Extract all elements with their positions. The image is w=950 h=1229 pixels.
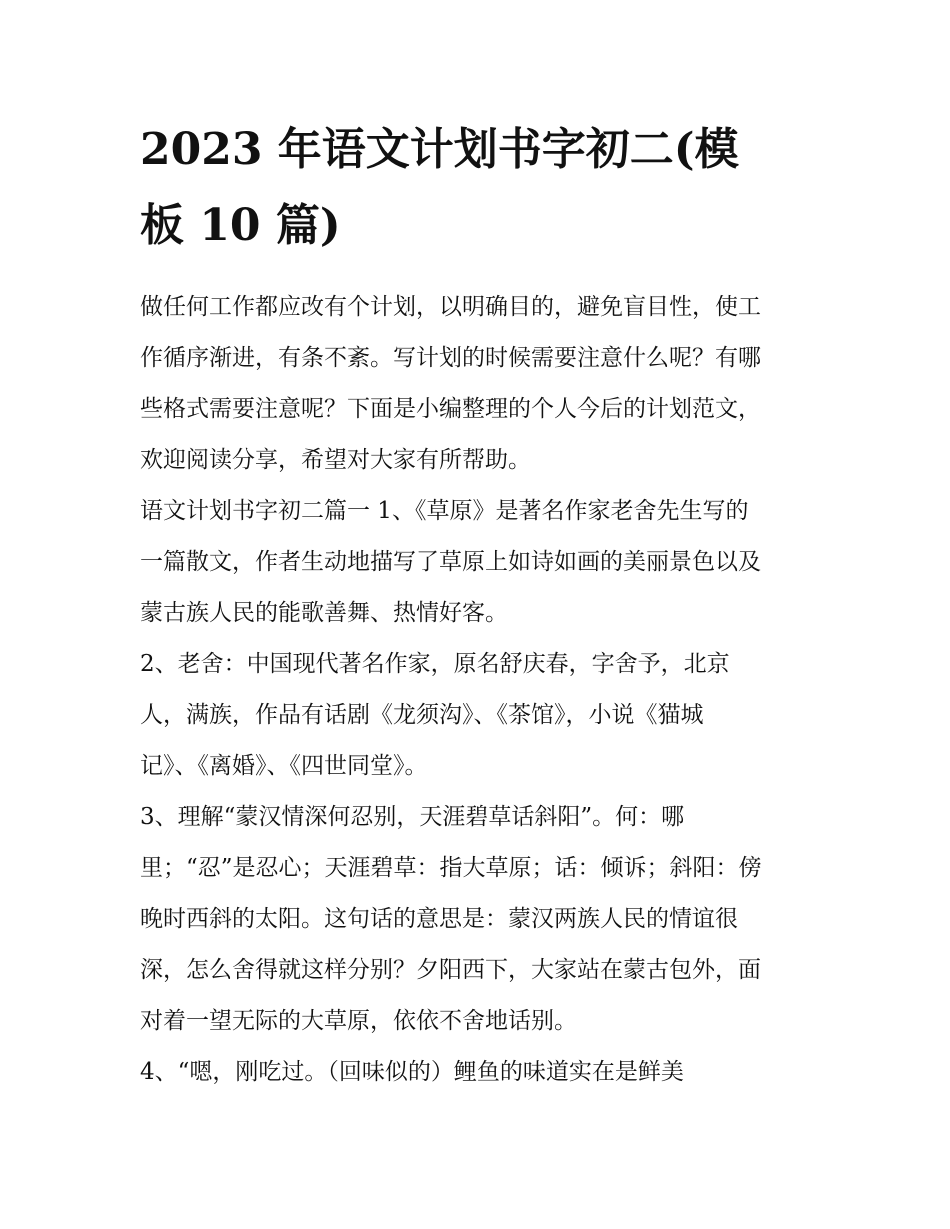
text-line: 作循序渐进，有条不紊。写计划的时候需要注意什么呢？有哪	[140, 345, 761, 371]
text-line: 一篇散文，作者生动地描写了草原上如诗如画的美丽景色以及	[140, 549, 761, 575]
title-line: 2023 年语文计划书字初二(模	[140, 124, 739, 175]
text-line: 2、老舍：中国现代著名作家，原名舒庆春，字舍予，北京	[140, 651, 730, 677]
text-line: 语文计划书字初二篇一 1、《草原》是著名作家老舍先生写的	[140, 498, 749, 524]
document-body	[140, 282, 812, 1098]
text-line: 蒙古族人民的能歌善舞、热情好客。	[140, 600, 508, 626]
item-2-paragraph	[140, 639, 812, 792]
text-line: 对着一望无际的大草原，依依不舍地话别。	[140, 1008, 577, 1034]
text-line: 4、“嗯，刚吃过。（回味似的）鲤鱼的味道实在是鲜美	[140, 1059, 684, 1085]
intro-paragraph	[140, 282, 812, 486]
text-line: 里；“忍”是忍心；天涯碧草：指大草原；话：倾诉；斜阳：傍	[140, 855, 762, 881]
section-one-paragraph	[140, 486, 812, 639]
text-line: 些格式需要注意呢？下面是小编整理的个人今后的计划范文，	[140, 396, 761, 422]
item-4-paragraph	[140, 1047, 812, 1098]
text-line: 晚时西斜的太阳。这句话的意思是：蒙汉两族人民的情谊很	[140, 906, 738, 932]
text-line: 深，怎么舍得就这样分别？夕阳西下，大家站在蒙古包外，面	[140, 957, 761, 983]
item-3-paragraph	[140, 792, 812, 1047]
text-line: 做任何工作都应改有个计划，以明确目的，避免盲目性，使工	[140, 294, 761, 320]
text-line: 3、理解“蒙汉情深何忍别，天涯碧草话斜阳”。何：哪	[140, 804, 685, 830]
document-page	[140, 112, 812, 1098]
title-line: 板 10 篇)	[140, 200, 341, 251]
text-line: 欢迎阅读分享，希望对大家有所帮助。	[140, 447, 531, 473]
document-title	[140, 112, 812, 264]
text-line: 记》、《离婚》、《四世同堂》。	[140, 753, 428, 779]
text-line: 人，满族，作品有话剧《龙须沟》、《茶馆》，小说《猫城	[140, 702, 704, 728]
